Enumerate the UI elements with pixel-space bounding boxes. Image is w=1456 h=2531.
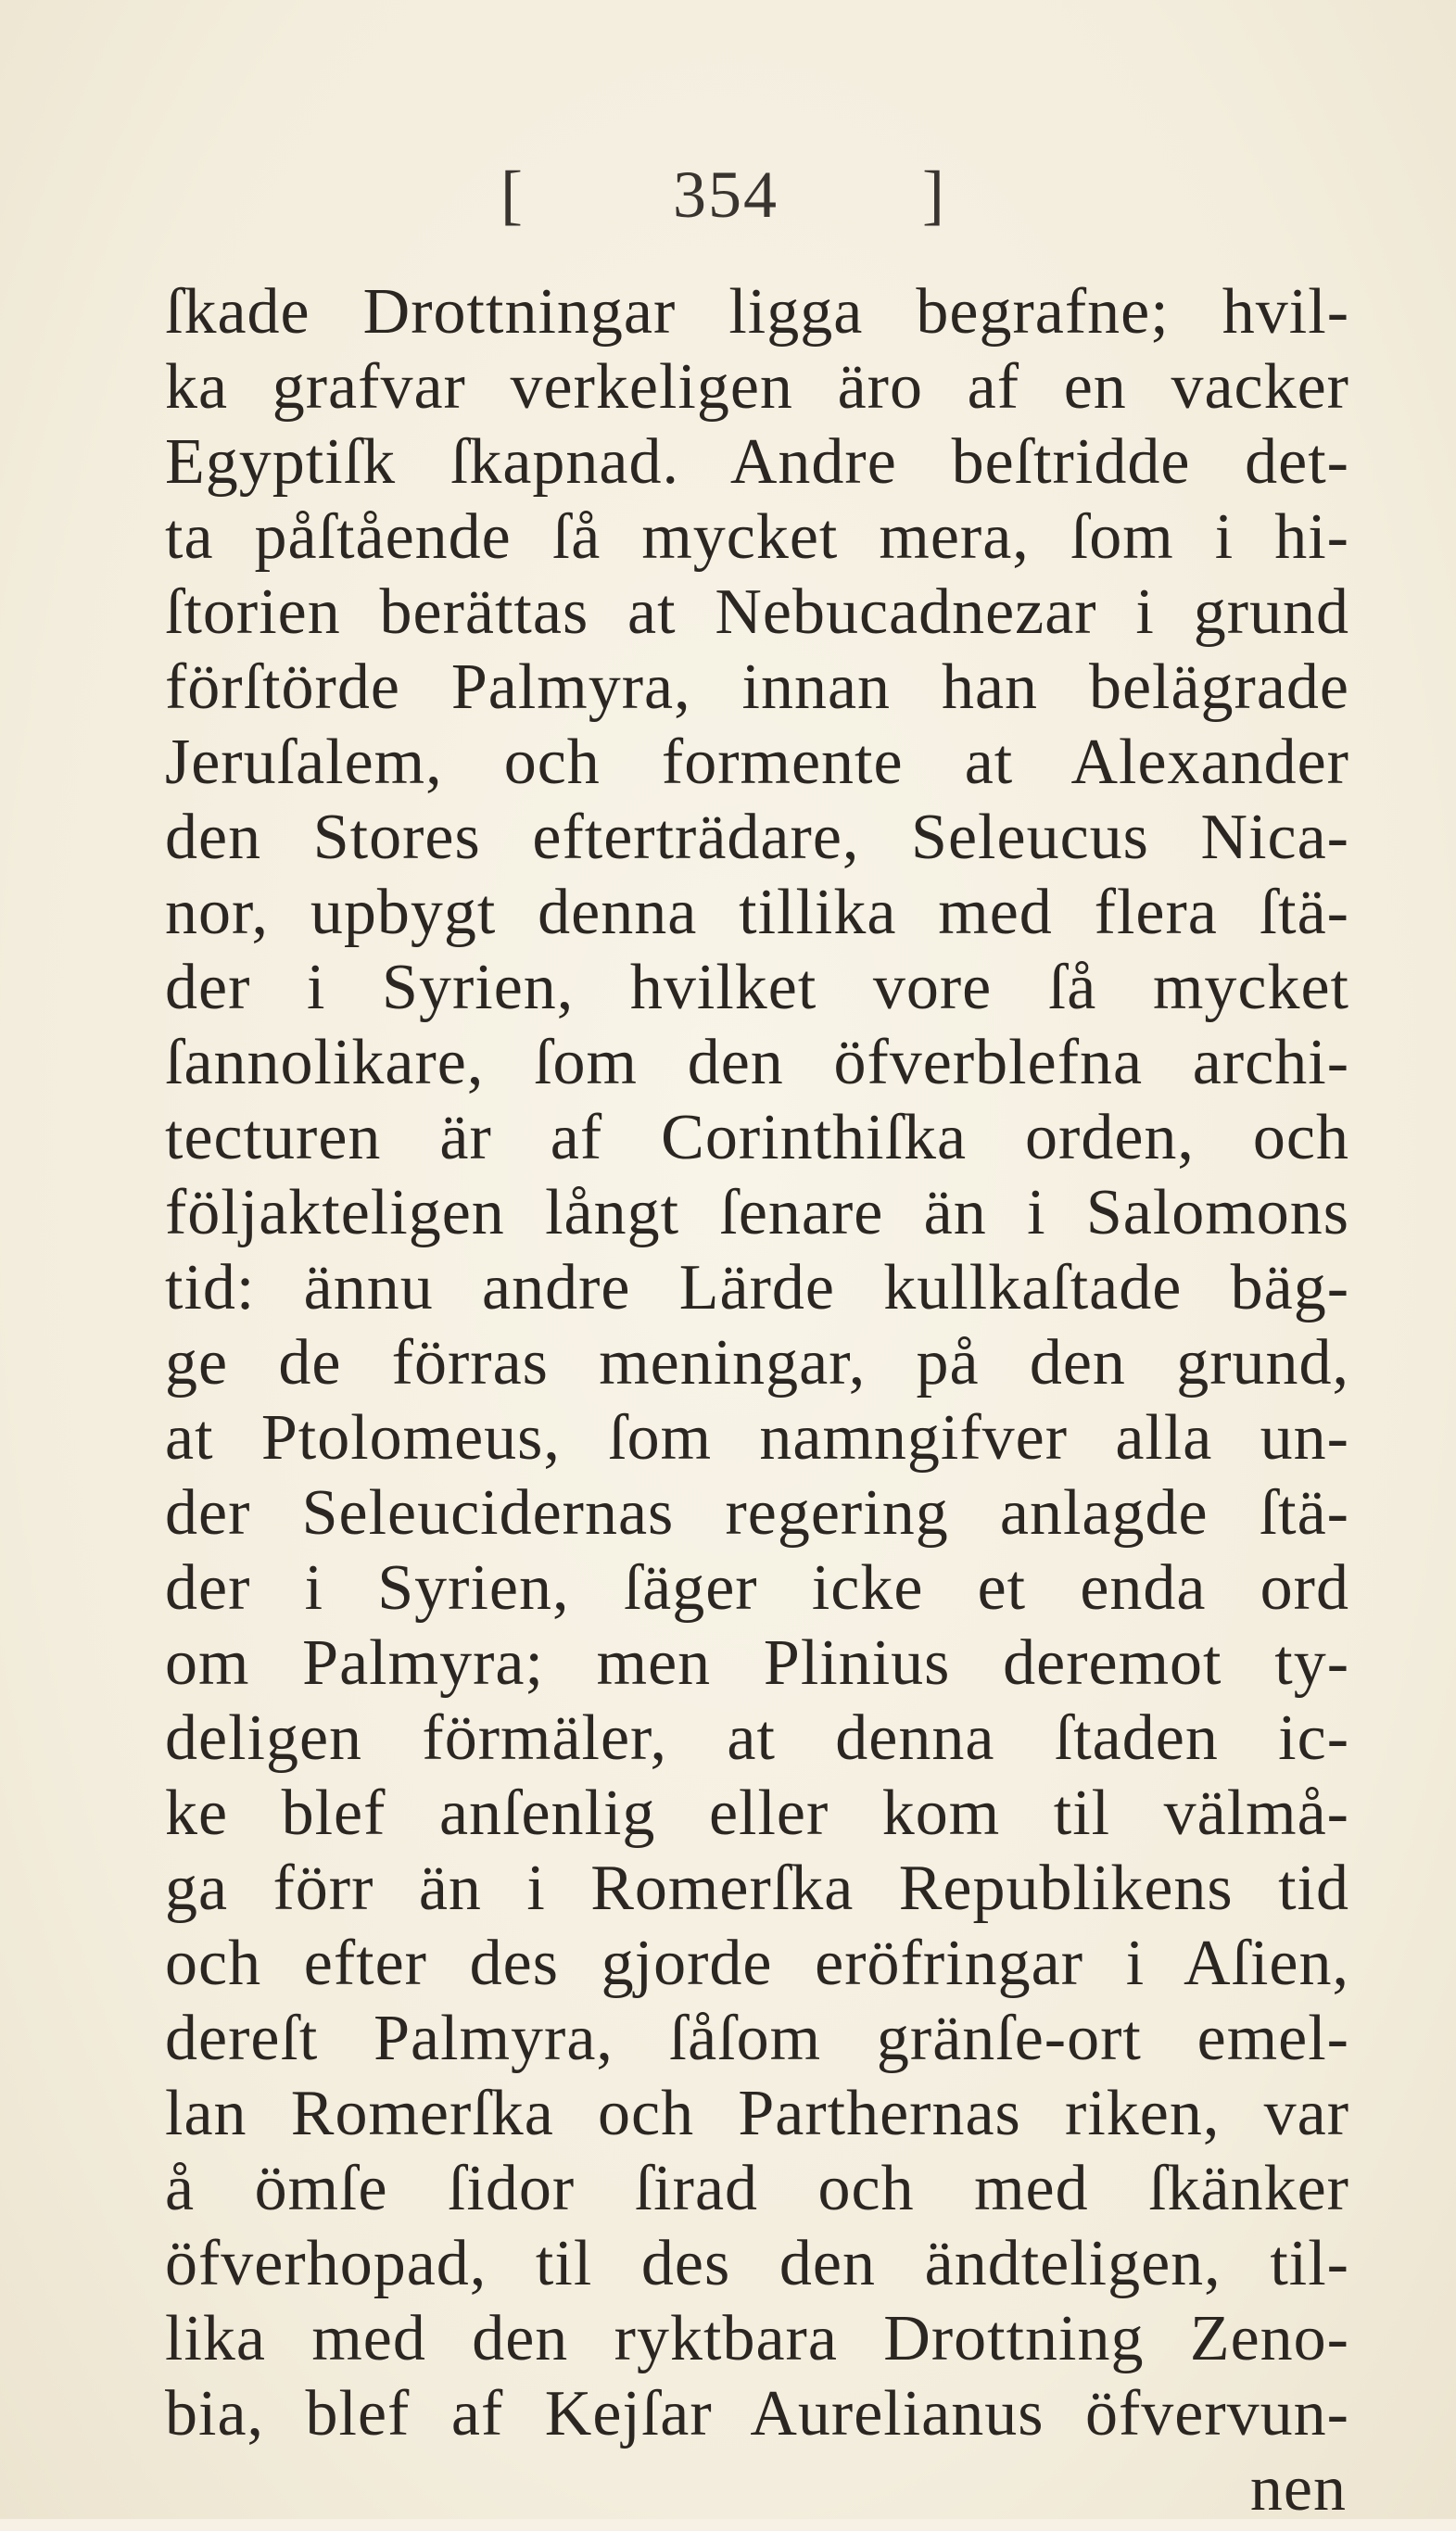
text-line: den Stores efterträdare, Seleucus Nica-	[165, 802, 1349, 873]
text-line: deligen förmäler, at denna ſtaden ic-	[165, 1702, 1349, 1774]
text-line: dereſt Palmyra, ſåſom gränſe-ort emel-	[165, 2003, 1349, 2074]
text-line: at Ptolomeus, ſom namngifver alla un-	[165, 1402, 1349, 1474]
page-number: 354	[673, 158, 779, 232]
text-line: Egyptiſk ſkapnad. Andre beſtridde det-	[165, 426, 1349, 498]
text-line: der Seleucidernas regering anlagde ſtä-	[165, 1477, 1349, 1549]
text-line: lika med den ryktbara Drottning Zeno-	[165, 2303, 1349, 2374]
text-line: ſkade Drottningar ligga begrafne; hvil-	[165, 276, 1349, 348]
text-line: der i Syrien, hvilket vore ſå mycket	[165, 952, 1349, 1023]
text-line: å ömſe ſidor ſirad och med ſkänker	[165, 2153, 1349, 2224]
text-line: lan Romerſka och Parthernas riken, var	[165, 2078, 1349, 2149]
text-line: ga förr än i Romerſka Republikens tid	[165, 1853, 1349, 1924]
header-bracket-right: ]	[922, 158, 944, 232]
header-bracket-left: [	[500, 158, 523, 232]
text-line: om Palmyra; men Plinius deremot ty-	[165, 1627, 1349, 1699]
text-line: der i Syrien, ſäger icke et enda ord	[165, 1552, 1349, 1624]
text-line: ſannolikare, ſom den öfverblefna archi-	[165, 1027, 1349, 1098]
text-line: ta påſtående ſå mycket mera, ſom i hi-	[165, 501, 1349, 573]
text-line: ge de förras meningar, på den grund,	[165, 1327, 1349, 1398]
text-line: bia, blef af Kejſar Aurelianus öfvervun-	[165, 2378, 1349, 2449]
text-line: Jeruſalem, och formente at Alexander	[165, 727, 1349, 798]
text-line: förſtörde Palmyra, innan han belägrade	[165, 652, 1349, 723]
text-line: nor, upbygt denna tillika med flera ſtä-	[165, 877, 1349, 948]
text-line: följakteligen långt ſenare än i Salomons	[165, 1177, 1349, 1248]
text-line: ſtorien berättas at Nebucadnezar i grund	[165, 576, 1349, 648]
text-line: ka grafvar verkeligen äro af en vacker	[165, 351, 1349, 423]
text-line: och efter des gjorde eröfringar i Aſien,	[165, 1928, 1349, 1999]
text-line: tid: ännu andre Lärde kullkaſtade bäg-	[165, 1252, 1349, 1323]
text-line: öfverhopad, til des den ändteligen, til-	[165, 2228, 1349, 2299]
text-line: tecturen är af Corinthiſka orden, och	[165, 1102, 1349, 1173]
text-line: ke blef anſenlig eller kom til välmå-	[165, 1778, 1349, 1849]
catchword: nen	[1249, 2453, 1347, 2525]
page-header	[0, 153, 1456, 236]
